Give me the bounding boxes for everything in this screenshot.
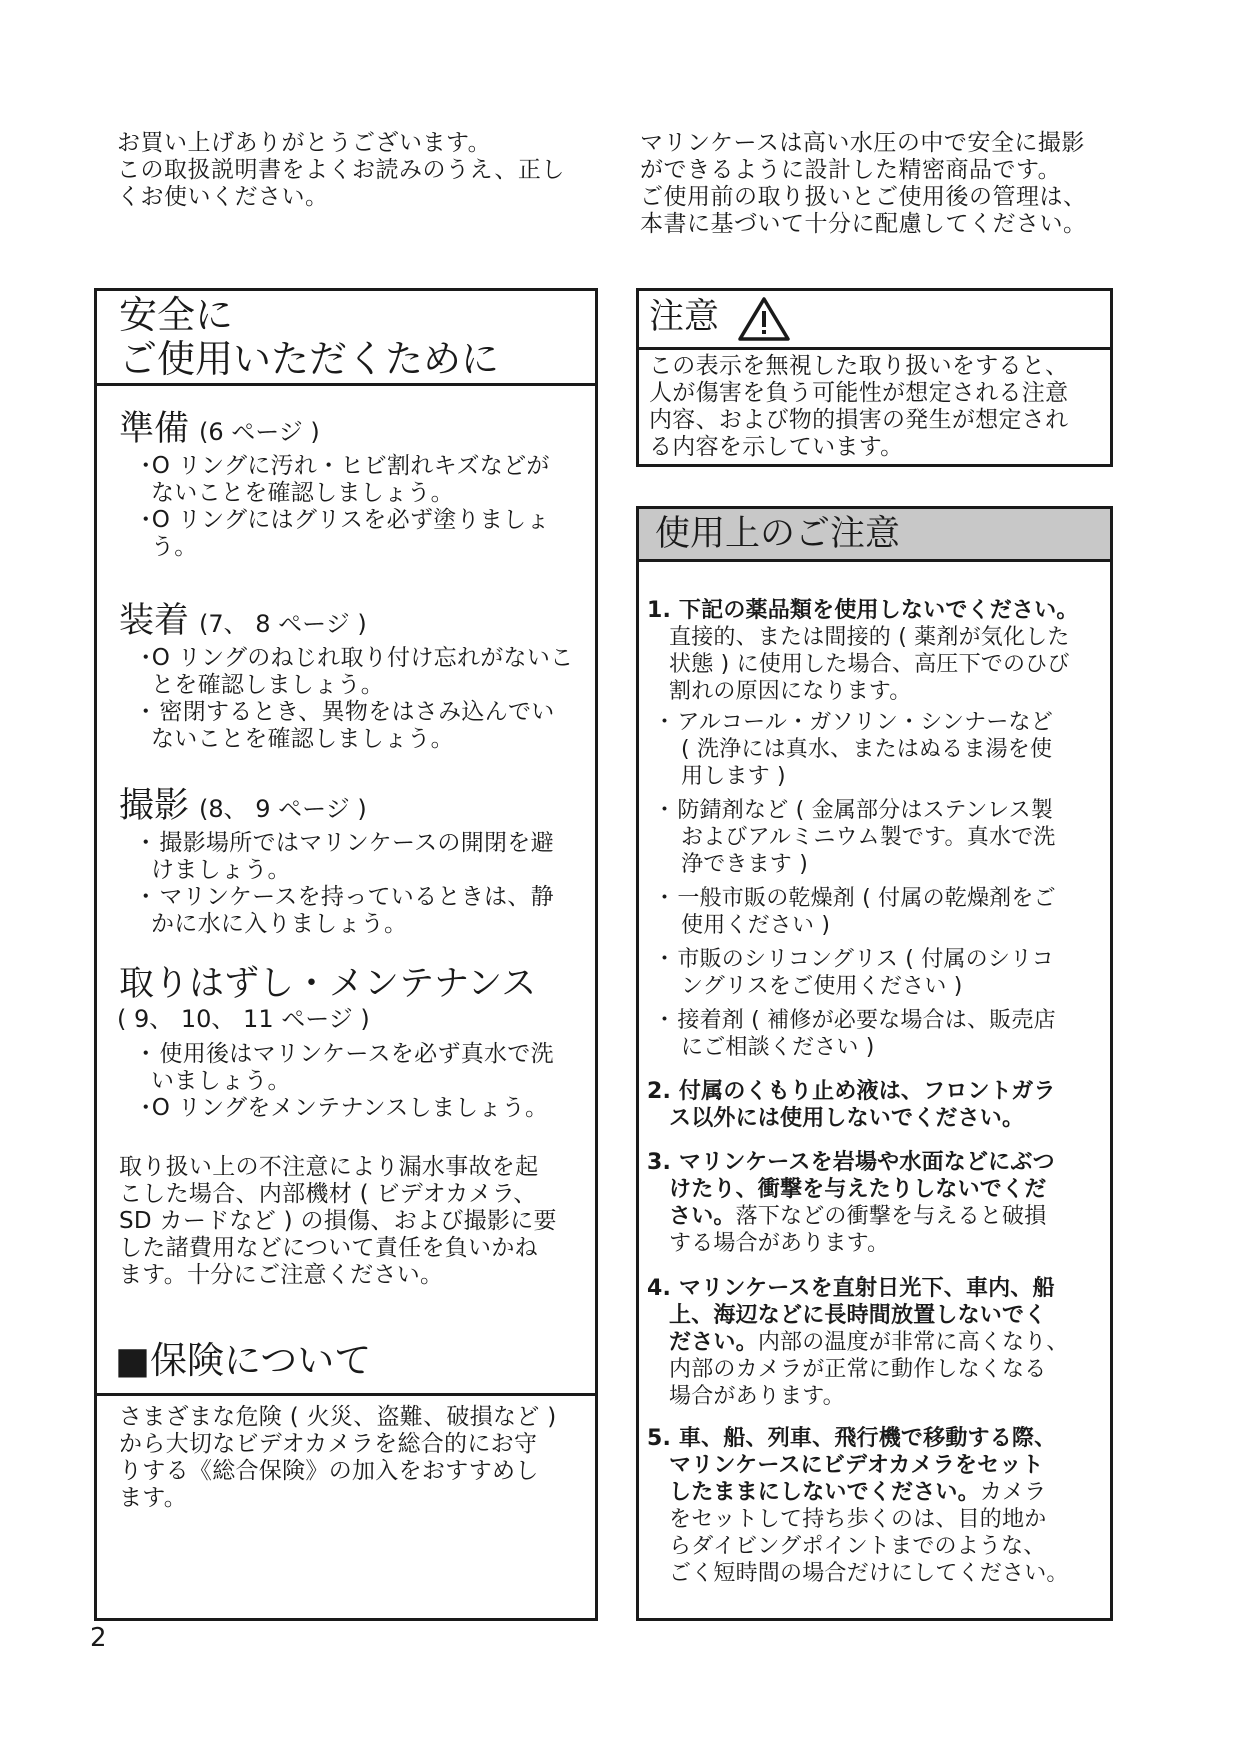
list-item: 浄できます ) [681,852,808,877]
safety-title-area [97,291,595,386]
usage-item-5-line: らダイビングポイントまでのような、 [669,1534,1046,1559]
caution-line: この表示を無視した取り扱いをすると、 [649,353,1069,379]
usage-item-5-line: をセットして持ち歩くのは、目的地か [669,1507,1047,1532]
list-item: およびアルミニウム製です。真水で洗 [681,825,1056,850]
intro-left-line: お買い上げありがとうございます。 [117,130,492,156]
section-prep-title: 準備 [119,409,190,449]
intro-left [117,130,565,211]
list-item: ･ 防錆剤など ( 金属部分はステンレス製 [659,798,1054,823]
usage-item-3-line: さい。 [669,1204,736,1229]
list-item: ･ 密閉するとき、異物をはさみ込んでい [140,699,555,725]
usage-item-3-line: けたり、衝撃を与えたりしないでくだ [669,1177,1047,1202]
usage-item-4 [647,1275,1069,1410]
usage-item-3 [647,1149,1055,1257]
intro-right-line: ができるように設計した精密商品です。 [640,157,1062,183]
usage-item-1 [647,597,1079,705]
list-item: ･O リングにはグリスを必ず塗りましょ [140,507,550,533]
insurance-line: さまざまな危険 ( 火災、盗難、破損など ) [119,1404,557,1430]
insurance-title: ■保険について [115,1339,372,1382]
intro-right-line: ご使用前の取り扱いとご使用後の管理は、 [640,184,1087,210]
usage-item-5-line: ごく短時間の場合だけにしてください。 [669,1561,1069,1586]
warning-triangle-icon [737,296,791,342]
intro-right [640,130,1087,238]
caution-line: 内容、および物的損害の発生が想定され [649,407,1069,433]
section-maint-pages: ( 9、 10、 11 ページ ) [117,1005,370,1033]
usage-item-1-line: 状態 ) に使用した場合、高圧下でのひび [669,652,1070,677]
caution-box [636,288,1113,467]
usage-item-4-line: 4. マリンケースを直射日光下、車内、船 [647,1276,1055,1301]
usage-item-5-line: したままにしないでください。 [669,1480,980,1505]
section-shoot-heading [119,778,367,828]
disclaimer-line: こした場合、内部機材 ( ビデオカメラ、 [119,1181,537,1207]
disclaimer-line: した諸費用などについて責任を負いかね [119,1235,538,1261]
list-item: ･O リングのねじれ取り付け忘れがないこ [140,645,574,671]
usage-item-4-line: 場合があります。 [669,1384,845,1409]
insurance-line: りする《総合保険》の加入をおすすめし [119,1458,539,1484]
usage-item-2-line: ス以外には使用しないでください。 [669,1106,1025,1131]
usage-item-4-line: 内部のカメラが正常に動作しなくなる [669,1357,1047,1382]
insurance-line: ます。 [119,1485,188,1511]
disclaimer-text [119,1154,557,1289]
section-shoot-title: 撮影 [119,786,190,826]
insurance-header [97,1331,595,1396]
safety-title-line2: ご使用いただくために [119,337,500,381]
usage-item-5 [647,1425,1069,1587]
list-item: ･ 撮影場所ではマリンケースの開閉を避 [140,830,554,856]
usage-item-5-line: 5. 車、船、列車、飛行機で移動する際、 [647,1426,1057,1451]
list-item: ･O リングに汚れ・ヒビ割れキズなどが [140,453,550,479]
intro-right-line: マリンケースは高い水圧の中で安全に撮影 [640,130,1085,156]
usage-item-3-line: する場合があります。 [669,1231,890,1256]
safety-title [119,293,499,381]
list-item: ないことを確認しましょう。 [151,726,454,752]
intro-right-line: 本書に基づいて十分に配慮してください。 [640,211,1087,237]
usage-title: 使用上のご注意 [655,514,901,554]
section-shoot-pages: (8、 9 ページ ) [199,795,367,823]
usage-item-3-line: 落下などの衝撃を与えると破損 [735,1204,1047,1229]
caution-line: 人が傷害を負う可能性が想定される注意 [649,380,1069,406]
list-item: ･ 市販のシリコングリス ( 付属のシリコ [659,947,1055,972]
list-item: ･O リングをメンテナンスしましょう。 [140,1095,549,1121]
list-item: ･ マリンケースを持っているときは、静 [140,884,554,910]
usage-header [639,509,1110,562]
section-shoot-list [140,830,554,938]
list-item: とを確認しましょう。 [151,672,384,698]
section-mount-heading [119,593,367,643]
list-item: かに水に入りましょう。 [151,911,408,937]
section-maint-title: 取りはずし・メンテナンス [119,964,537,1004]
caution-title: 注意 [649,297,720,337]
intro-left-line: くお使いください。 [117,184,329,210]
usage-item-1-line: 割れの原因になります。 [669,679,912,704]
list-item: にご相談ください ) [681,1035,875,1060]
safety-box [94,288,598,1621]
usage-box [636,506,1113,1621]
intro-left-line: この取扱説明書をよくお読みのうえ、正し [117,157,565,183]
list-item: ( 洗浄には真水、またはぬるま湯を使 [681,737,1053,762]
list-item: 用します ) [681,764,786,789]
usage-item-1-sublist [659,709,1056,1061]
usage-item-3-line: 3. マリンケースを岩場や水面などにぶつ [647,1150,1055,1175]
usage-item-4-line: 上、海辺などに長時間放置しないでく [669,1303,1047,1328]
usage-item-1-heading: 1. 下記の薬品類を使用しないでください。 [647,598,1079,623]
caution-line: る内容を示しています。 [649,434,904,460]
section-prep-heading [119,401,320,451]
caution-text [649,353,1068,461]
list-item: う。 [151,534,198,560]
disclaimer-line: SD カードなど ) の損傷、および撮影に要 [119,1208,557,1234]
page-number: 2 [90,1623,107,1653]
disclaimer-line: ます。十分にご注意ください。 [119,1262,444,1288]
list-item: ･ 接着剤 ( 補修が必要な場合は、販売店 [659,1008,1056,1033]
list-item: ･ アルコール・ガソリン・シンナーなど [659,710,1053,735]
list-item: 使用ください ) [681,913,831,938]
usage-item-2 [647,1078,1056,1132]
section-mount-list [140,645,573,753]
section-maint-list [140,1041,554,1122]
section-mount-pages: (7、 8 ページ ) [199,610,367,638]
section-prep-pages: (6 ページ ) [199,418,320,446]
usage-item-5-line: カメラ [979,1480,1047,1505]
section-mount-title: 装着 [119,601,190,641]
list-item: ングリスをご使用ください ) [681,974,963,999]
list-item: けましょう。 [151,857,291,883]
usage-item-5-line: マリンケースにビデオカメラをセット [669,1453,1044,1478]
insurance-text [119,1404,556,1512]
usage-item-1-line: 直接的、または間接的 ( 薬剤が気化した [669,625,1070,650]
usage-item-4-line: 内部の温度が非常に高くなり、 [757,1330,1069,1355]
disclaimer-line: 取り扱い上の不注意により漏水事故を起 [119,1154,539,1180]
list-item: ないことを確認しましょう。 [151,480,454,506]
section-maint-heading [119,963,536,1033]
usage-item-2-line: 2. 付属のくもり止め液は、フロントガラ [647,1079,1056,1104]
list-item: ･ 使用後はマリンケースを必ず真水で洗 [140,1041,554,1067]
section-prep-list [140,453,550,561]
caution-header [639,291,1110,350]
insurance-line: から大切なビデオカメラを総合的にお守 [119,1431,538,1457]
list-item: いましょう。 [151,1068,291,1094]
safety-title-line1: 安全に [119,293,234,337]
list-item: ･ 一般市販の乾燥剤 ( 付属の乾燥剤をご [659,886,1056,911]
usage-item-4-line: ださい。 [669,1330,758,1355]
